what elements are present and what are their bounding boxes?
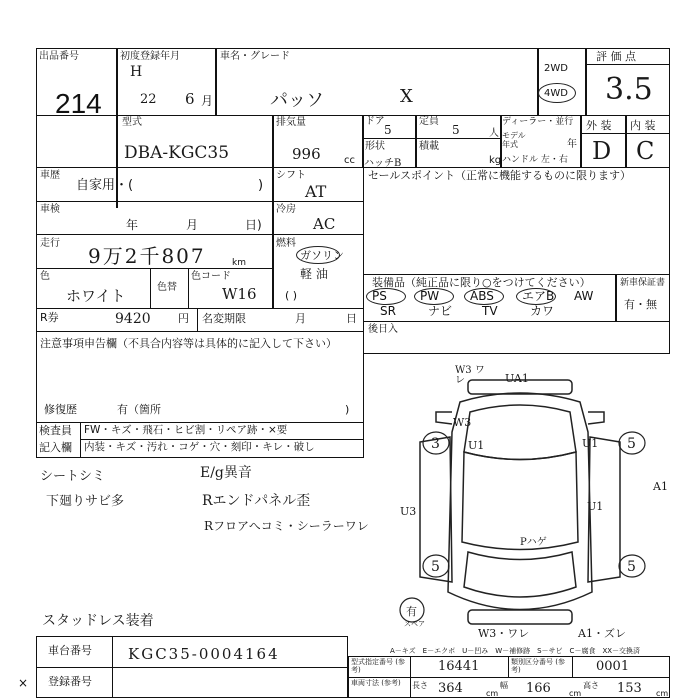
equipment-label: 装備品（純正品に限り○をつけてください）	[372, 276, 591, 289]
wid-unit: cm	[569, 689, 582, 698]
recycle-value: 9420	[115, 311, 151, 327]
body-label: 形状	[365, 141, 385, 152]
lot-label: 出品番号	[39, 51, 79, 62]
len-label: 長さ	[412, 681, 428, 690]
warranty-value: 有・無	[624, 298, 657, 311]
seats-label: 定員	[419, 116, 439, 127]
remark-5: Rフロアへコミ・シーラーワレ	[204, 519, 369, 533]
remark-6: スタッドレス装着	[42, 613, 154, 629]
class-label: 類別区分番号 (参考)	[511, 658, 565, 674]
reg-label: 初度登録年月	[120, 51, 180, 62]
disp-label: 排気量	[276, 117, 306, 128]
chassis-label: 車台番号	[48, 644, 92, 657]
tire-rr-value: 5	[627, 559, 636, 575]
type-label: 型式	[122, 117, 142, 128]
equipment-circle	[366, 288, 406, 305]
after-install-label: 後日入	[368, 324, 398, 335]
color-label: 色	[40, 271, 50, 282]
equipment-item: PW	[420, 289, 440, 303]
class-value: 0001	[596, 659, 630, 674]
right-mirror	[588, 412, 604, 424]
score-label: 評 価 点	[596, 50, 636, 63]
fuel-paren: ( )	[285, 289, 298, 302]
reg-number-label: 登録番号	[48, 675, 92, 688]
history-label: 車歴	[40, 170, 60, 181]
divider	[580, 115, 582, 168]
door-value: 5	[384, 123, 392, 137]
left-mirror	[436, 412, 452, 424]
cross-mark: ×	[18, 676, 29, 690]
drive-circle	[538, 83, 576, 103]
record-label: 記入欄	[39, 441, 72, 454]
shift-value: AT	[305, 182, 327, 201]
divider	[80, 422, 81, 458]
score-value: 3.5	[605, 72, 653, 107]
divider	[36, 667, 348, 668]
color-code-value: W16	[222, 285, 257, 303]
load-label: 積載	[419, 141, 439, 152]
tire-rl-value: 5	[431, 559, 440, 575]
dealer-label: ディーラー・並行	[502, 117, 574, 127]
wid-value: 166	[526, 681, 551, 696]
mod-day: 日	[346, 312, 357, 325]
equipment-item: エアB	[522, 289, 555, 303]
divider	[410, 656, 411, 698]
divider	[508, 656, 509, 677]
rear-window	[464, 552, 576, 597]
lot-number: 214	[55, 88, 102, 119]
designation-label: 型式指定番号 (参考)	[351, 658, 405, 674]
divider	[272, 167, 274, 309]
disp-value: 996	[292, 145, 321, 163]
hgt-label: 高さ	[583, 681, 599, 690]
mod-label: 名変期限	[202, 312, 246, 325]
model-grade: X	[400, 86, 413, 107]
hgt-unit: cm	[656, 689, 669, 698]
recycle-frame	[36, 308, 364, 332]
door-label: ドア	[365, 116, 385, 127]
divider	[215, 48, 217, 116]
ext-grade: D	[592, 137, 612, 165]
inspector-label: 検査員	[39, 424, 72, 437]
diag-bottom-right: A1・ズレ	[578, 627, 626, 640]
equipment-circle	[516, 288, 556, 305]
remark-2: E/g異音	[200, 465, 252, 481]
divider	[80, 439, 364, 440]
divider	[197, 308, 198, 332]
rear-bumper	[468, 610, 572, 624]
car-diagram	[380, 372, 680, 642]
color-code-label: 色コード	[191, 271, 231, 282]
chassis-value: KGC35-0004164	[128, 645, 280, 663]
int-label: 内 装	[630, 119, 656, 132]
seats-unit: 人	[489, 128, 499, 139]
reg-month: 6	[185, 90, 195, 108]
recycle-unit: 円	[178, 312, 189, 325]
diag-top-left: W3 ワレ	[455, 365, 485, 386]
hgt-value: 153	[617, 681, 642, 696]
ext-label: 外 装	[586, 119, 612, 132]
wid-label: 幅	[500, 681, 508, 690]
warranty-label: 新車保証書	[620, 278, 666, 288]
equipment-item: PS	[372, 289, 387, 303]
divider	[348, 677, 670, 678]
divider	[36, 201, 364, 202]
inspection-day: 日)	[245, 218, 262, 232]
equipment-circle	[414, 288, 454, 305]
divider	[150, 268, 151, 309]
mileage-value: 9万2千807	[88, 244, 206, 268]
len-value: 364	[438, 681, 463, 696]
body-value: ハッチB	[364, 158, 402, 169]
diag-u1-mid: U1	[587, 500, 604, 513]
drive-2wd: 2WD	[544, 63, 568, 74]
reg-year: 22	[140, 92, 157, 107]
divider	[580, 133, 670, 134]
inspection-year: 年	[126, 218, 139, 232]
diag-w3-left: W3	[453, 416, 472, 429]
divider	[586, 64, 670, 65]
ac-value: AC	[313, 215, 336, 233]
sales-frame	[363, 167, 670, 275]
inspection-label: 車検	[40, 204, 60, 215]
diag-u3-left: U3	[400, 505, 417, 518]
divider	[572, 656, 573, 677]
after-install-frame	[363, 321, 670, 354]
equipment-circle	[464, 288, 504, 305]
legend-row-1: FW・キズ・飛石・ヒビ割・リペア跡・×要	[84, 424, 288, 436]
divider	[36, 234, 364, 235]
remark-3: 下廻りサビ多	[46, 494, 125, 509]
color-change-label: 色替	[157, 282, 177, 293]
divider	[615, 274, 617, 322]
diag-u1-right: U1	[582, 437, 599, 450]
mileage-unit: km	[232, 258, 246, 268]
diag-u1-left: U1	[468, 439, 485, 452]
fuel-label: 燃料	[276, 238, 296, 249]
color-value: ホワイト	[66, 287, 126, 305]
designation-value: 16441	[438, 659, 480, 674]
load-unit: kg	[489, 155, 502, 166]
model-year-label: モデル 年式	[502, 131, 526, 149]
equipment-item: AW	[574, 289, 594, 303]
diag-bottom: W3・ワレ	[478, 627, 530, 640]
notes-label: 注意事項申告欄（不具合内容等は具体的に記入して下さい）	[40, 337, 337, 350]
sales-label: セールスポイント（正常に機能するものに限ります）	[368, 169, 632, 182]
diag-p-hinge: Pハゲ	[520, 537, 547, 548]
damage-legend: A－キズ E－エクボ U－凹み W－補修跡 S－サビ C－腐食 XX－交換済	[390, 647, 641, 655]
divider	[272, 115, 274, 168]
repair-close: )	[345, 403, 350, 416]
int-grade: C	[636, 137, 655, 165]
inspection-month: 月	[186, 218, 199, 232]
shift-label: シフト	[276, 170, 306, 181]
fuel-circle	[296, 246, 340, 264]
divider	[415, 115, 417, 168]
len-unit: cm	[486, 689, 499, 698]
spare-value: 有	[406, 605, 417, 618]
remark-1: シートシミ	[40, 469, 106, 484]
divider	[188, 268, 189, 309]
type-value: DBA-KGC35	[124, 143, 230, 163]
fuel-gas: ガソリン	[300, 249, 344, 262]
equipment-item: ナビ	[428, 304, 453, 318]
tire-fr-value: 5	[627, 436, 636, 452]
ac-label: 冷房	[276, 204, 296, 215]
reg-era: H	[130, 64, 143, 80]
seats-value: 5	[452, 123, 460, 137]
legend-row-2: 内装・キズ・汚れ・コゲ・穴・刻印・キレ・破し	[84, 441, 315, 453]
equipment-item: TV	[482, 304, 498, 318]
mileage-label: 走行	[40, 238, 60, 249]
drive-4wd: 4WD	[544, 88, 568, 99]
divider	[362, 138, 500, 139]
equipment-item: ABS	[470, 289, 494, 303]
equipment-item: カワ	[530, 304, 555, 318]
model-label: 車名・グレード	[220, 51, 290, 62]
reg-month-unit: 月	[201, 94, 214, 108]
fuel-diesel: 軽 油	[300, 267, 328, 281]
history-close: )	[258, 178, 264, 193]
disp-unit: cc	[344, 155, 355, 166]
mod-month: 月	[295, 312, 306, 325]
model-year-unit: 年	[567, 139, 577, 150]
divider	[537, 48, 539, 116]
repair-label: 修復歴	[44, 403, 77, 416]
tire-fl-value: 3	[431, 436, 440, 452]
handle-label: ハンドル 左・右	[502, 155, 568, 165]
model-name: パッソ	[270, 90, 324, 111]
recycle-label: R券	[40, 311, 59, 324]
diag-top: UA1	[505, 372, 529, 385]
diag-a1-right: A1	[653, 480, 668, 493]
equipment-item: SR	[380, 304, 396, 318]
history-value: 自家用・(	[76, 178, 134, 193]
spare-sub: スペア	[404, 620, 425, 628]
remark-4: Rエンドパネル歪	[202, 493, 311, 509]
divider	[625, 115, 627, 168]
repair-value: 有（箇所	[117, 403, 161, 416]
size-label: 車両寸法 (参考)	[351, 679, 401, 687]
